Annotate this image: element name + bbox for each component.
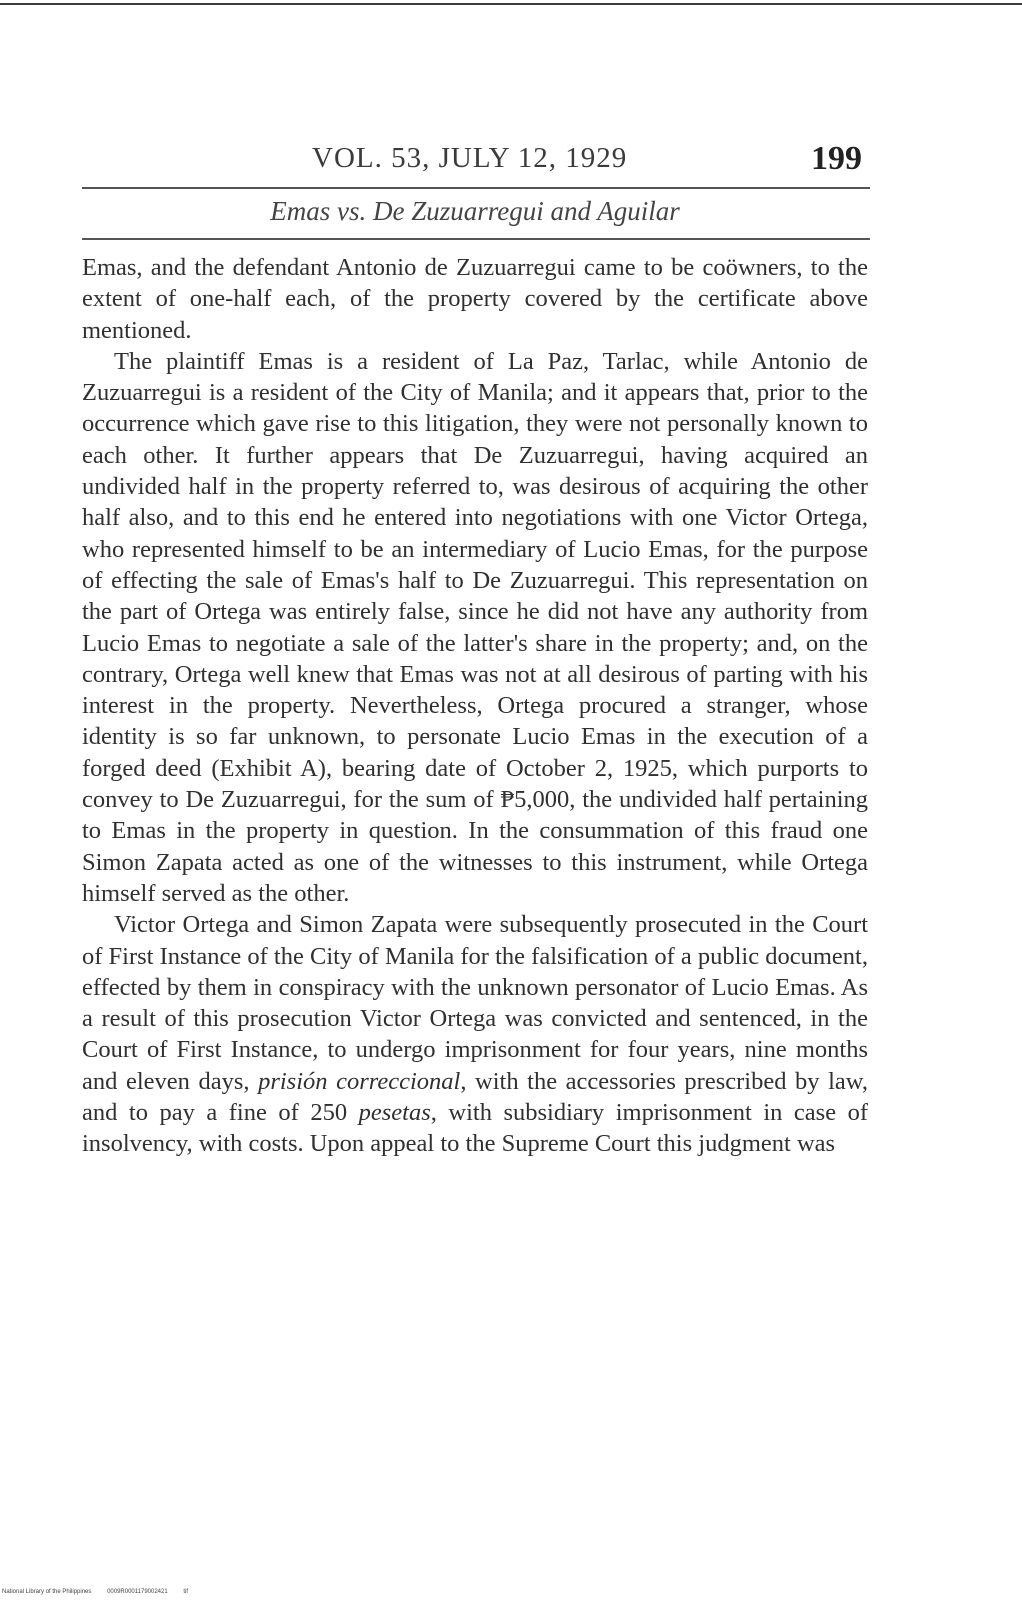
paragraph-1: Emas, and the defendant Antonio de Zuzuarregui came to be coöwners, to the extent of one-half each, of the property covered by the certificate above mentioned.: [82, 254, 868, 344]
scan-footer: [2, 1589, 202, 1595]
pesetas-term: pesetas: [358, 1099, 431, 1127]
paragraph-3-part-a: Victor Ortega and Simon Zapata were subsequently prosecuted in the Court of First Instance of the City of Manila for the falsification of a public document, effected by them in conspiracy with the unknown personator of Lucio Emas. As a result of this prosecution Victor Ortega was convicted and sentenced, in the Court of First Instance, to undergo imprisonment for four years, nine months and eleven days,: [82, 911, 868, 1095]
running-head: [82, 140, 868, 184]
paragraph-3-part-b: , with the accessories prescribed by law, and to pay a fine of 250: [82, 1067, 869, 1127]
paragraph-3-part-c: , with subsidiary imprisonment in case of insolvency, with costs. Upon appeal to the Supreme Court this judgment was: [82, 1099, 869, 1158]
volume-date: VOL. 53, JULY 12, 1929: [312, 142, 628, 174]
page-number: 199: [811, 140, 862, 177]
prision-correccional-term: prisión correccional: [258, 1067, 461, 1095]
case-title: Emas vs. De Zuzuarregui and Aguilar: [270, 196, 680, 226]
paragraph-2: The plaintiff Emas is a resident of La Paz, Tarlac, while Antonio de Zuzuarregui is a resident of the City of Manila; and it appears that, prior to the occurrence which gave rise to this litigation, they were not personally known to each other. It further appears that De Zuzuarregui, having acquired an undivided half in the property referred to, was desirous of acquiring the other half also, and to this end he entered into negotiations with one Victor Ortega, who represented himself to be an intermediary of Lucio Emas, for the purpose of effecting the sale of Emas's half to De Zuzuarregui. This representation on the part of Ortega was entirely false, since he did not have any authority from Lucio Emas to negotiate a sale of the latter's share in the property; and, on the contrary, Ortega well knew that Emas was not at all desirous of parting with his interest in the property. Nevertheless, Ortega procured a stranger, whose identity is so far unknown, to personate Lucio Emas in the execution of a forged deed (Exhibit A), bearing date of October 2, 1925, which purports to convey to De Zuzuarregui, for the sum of ₱5,000, the undivided half pertaining to Emas in the property in question. In the consummation of this fraud one Simon Zapata acted as one of the witnesses to this instrument, while Ortega himself served as the other.: [82, 347, 868, 907]
body-text: [82, 252, 868, 1160]
scan-edge-line: [0, 3, 1022, 5]
header-rule-top: [82, 187, 870, 189]
header-rule-bottom: [82, 238, 870, 240]
footer-code: 0009R0001179002421: [107, 1589, 168, 1595]
footer-file: tif: [183, 1589, 189, 1595]
footer-library: National Library of the Philippines: [2, 1589, 92, 1595]
paragraph-3: [82, 909, 868, 1159]
